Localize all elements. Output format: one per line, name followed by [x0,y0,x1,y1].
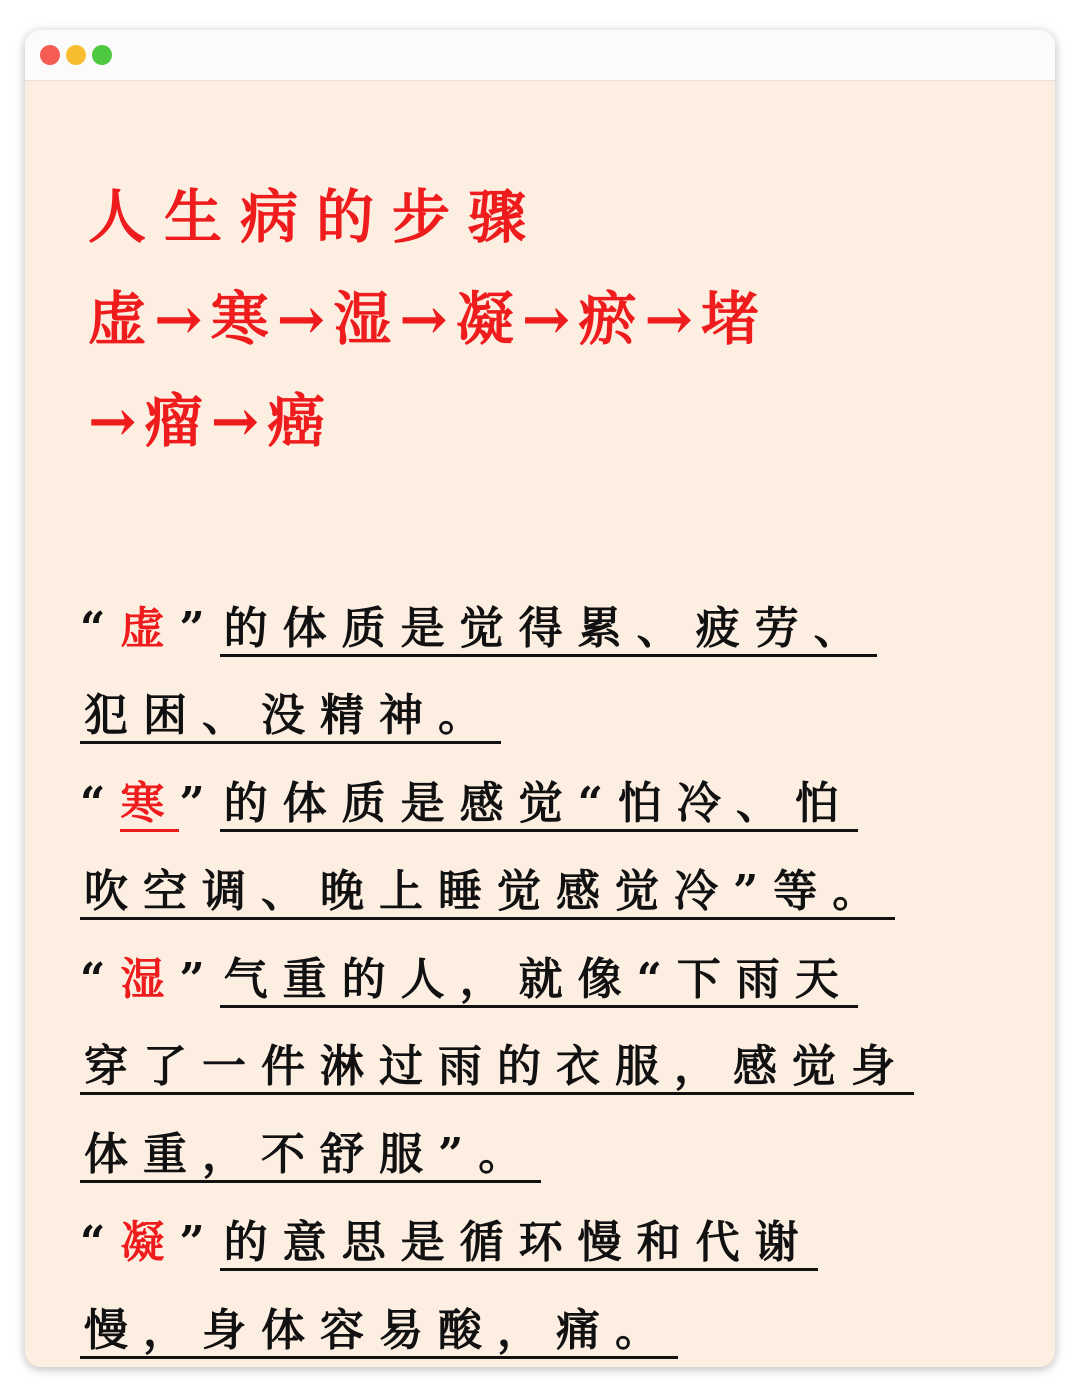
app-window [25,30,1055,1367]
paragraph-ning-line-2 [80,1296,678,1366]
document-content [25,80,1055,1367]
paragraph-xu-line-2 [80,681,501,751]
paragraph-text: 的意思是循环慢和代谢 [220,1217,818,1271]
paragraph-text: 穿了一件淋过雨的衣服，感觉身 [80,1041,914,1095]
quote-open: “ [80,603,121,654]
paragraph-xu-line-1 [80,594,877,664]
paragraph-text: 气重的人，就像“下雨天 [220,954,858,1008]
quote-open: “ [80,954,121,1005]
quote-open: “ [80,1217,121,1268]
paragraph-text: 的体质是觉得累、疲劳、 [220,603,877,657]
title-bar [25,30,1055,81]
close-window-button[interactable] [40,45,60,65]
quote-close: ” [179,778,220,829]
minimize-window-button[interactable] [66,45,86,65]
paragraph-text: 的体质是感觉“怕冷、怕 [220,778,858,832]
quote-open: “ [80,778,121,829]
paragraph-shi-line-2 [80,1032,914,1102]
paragraph-text: 吹空调、晚上睡觉感觉冷”等。 [80,866,895,920]
keyword-shi: 湿 [120,954,180,1005]
keyword-han: 寒 [120,778,179,832]
paragraph-han-line-1 [80,769,858,839]
keyword-xu: 虚 [120,603,180,654]
paragraph-han-line-2 [80,857,895,927]
paragraph-text: 体重，不舒服”。 [80,1129,541,1183]
keyword-ning: 凝 [120,1217,180,1268]
paragraph-text: 犯困、没精神。 [80,690,501,744]
heading-steps-line-2: →瘤→癌 [88,387,334,455]
paragraph-text: 慢，身体容易酸，痛。 [80,1305,678,1359]
paragraph-ning-line-1 [80,1208,818,1278]
quote-close: ” [179,603,220,654]
paragraph-shi-line-1 [80,945,858,1015]
paragraph-shi-line-3 [80,1120,541,1190]
quote-close: ” [179,1217,220,1268]
quote-close: ” [179,954,220,1005]
heading-title: 人生病的步骤 [88,183,545,251]
heading-steps-line-1: 虚→寒→湿→凝→瘀→堵 [88,285,767,353]
maximize-window-button[interactable] [92,45,112,65]
